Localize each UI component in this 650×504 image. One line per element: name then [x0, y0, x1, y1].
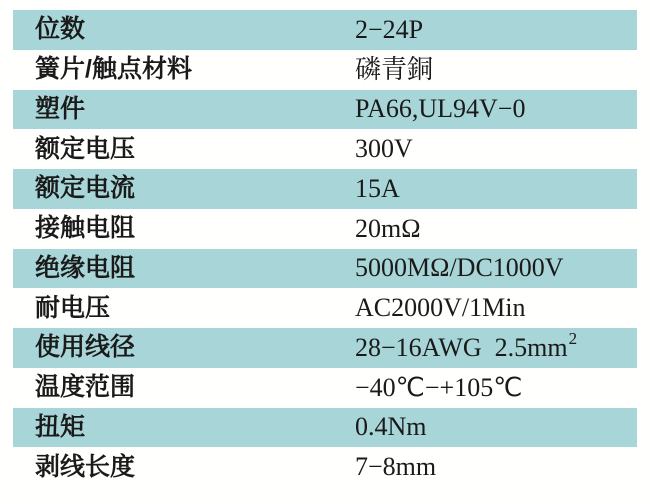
spec-value: 7−8mm [355, 452, 437, 482]
spec-row-contact-material [13, 50, 637, 90]
spec-label: 额定电流 [35, 174, 136, 203]
spec-row-plastic-part [13, 90, 637, 130]
spec-label: 剥线长度 [35, 452, 136, 481]
spec-value: PA66,UL94V−0 [355, 94, 526, 124]
spec-label: 温度范围 [35, 373, 136, 402]
spec-row-wire-gauge [13, 328, 637, 368]
spec-value: 0.4Nm [355, 412, 427, 442]
spec-row-withstand-voltage [13, 288, 637, 328]
spec-label: 使用线径 [35, 333, 136, 362]
spec-value [355, 329, 637, 362]
spec-label: 扭矩 [35, 412, 86, 441]
spec-row-pin-count [13, 10, 637, 50]
spec-value: AC2000V/1Min [355, 293, 526, 323]
spec-value: 300V [355, 134, 413, 164]
spec-label: 位数 [35, 15, 86, 44]
spec-value: −40℃−+105℃ [355, 372, 523, 402]
spec-value: 15A [355, 173, 400, 203]
spec-label: 耐电压 [35, 293, 111, 322]
spec-value: 磷青銅 [355, 54, 434, 84]
spec-label: 额定电压 [35, 134, 136, 163]
spec-value: 20mΩ [355, 213, 421, 243]
spec-row-contact-resistance [13, 209, 637, 249]
spec-row-torque [13, 408, 637, 448]
spec-label: 塑件 [35, 94, 86, 123]
spec-row-rated-current [13, 169, 637, 209]
spec-value-main: 28−16AWG 2.5mm [355, 332, 568, 362]
spec-label: 接触电阻 [35, 214, 136, 243]
spec-table [13, 10, 637, 487]
spec-row-temperature-range [13, 368, 637, 408]
spec-row-insulation-resistance [13, 249, 637, 289]
spec-row-rated-voltage [13, 129, 637, 169]
spec-row-strip-length [13, 447, 637, 487]
spec-value-superscript: 2 [568, 329, 578, 349]
spec-value: 2−24P [355, 14, 424, 44]
spec-label: 绝缘电阻 [35, 253, 136, 282]
spec-value: 5000MΩ/DC1000V [355, 253, 564, 283]
spec-label: 簧片/触点材料 [35, 55, 192, 84]
